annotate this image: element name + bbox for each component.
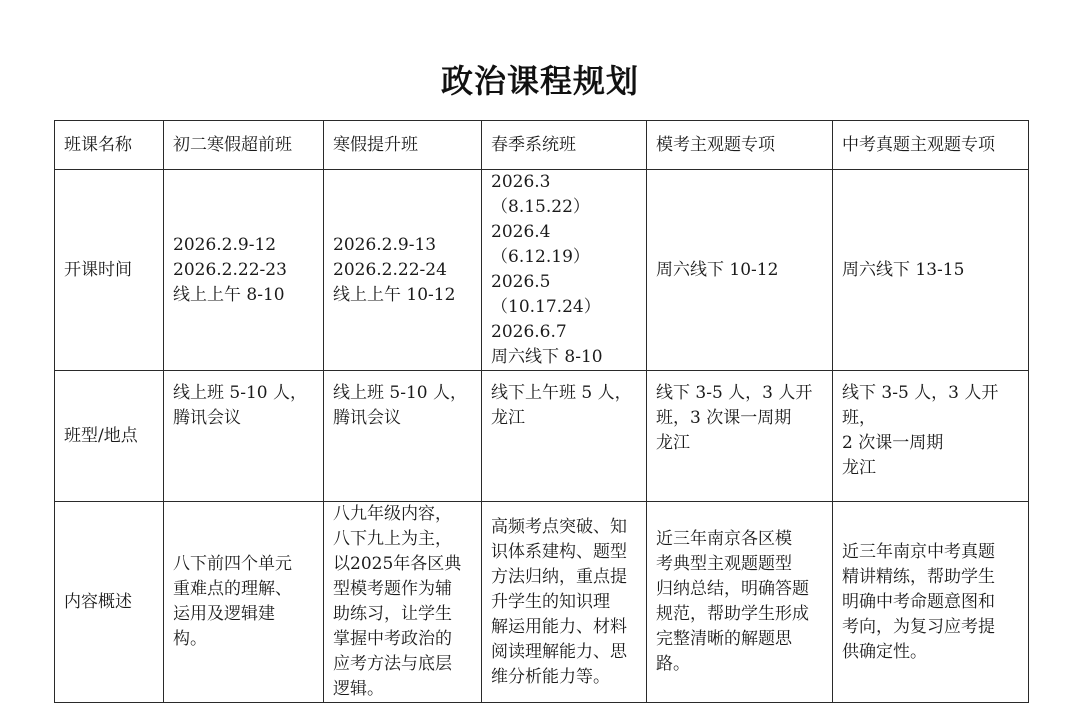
class-type-cell: 线上班 5-10 人， 腾讯会议 [164,371,324,502]
schedule-cell: 2026.2.9-13 2026.2.22-24 线上上午 10-12 [324,170,482,371]
content-cell: 八九年级内容， 八下九上为主， 以2025年各区典 型模考题作为辅 助练习，让学生 掌握中考政治的 应考方法与底层 逻辑。 [324,502,482,703]
table-row [55,371,1029,502]
class-type-cell: 线下 3-5 人，3 人开 班，3 次课一周期 龙江 [647,371,833,502]
class-type-cell: 线下 3-5 人，3 人开班， 2 次课一周期 龙江 [833,371,1029,502]
row-label-content: 内容概述 [55,502,164,703]
table-row [55,502,1029,703]
row-label-schedule: 开课时间 [55,170,164,371]
schedule-cell: 周六线下 13-15 [833,170,1029,371]
course-name-cell: 寒假提升班 [324,121,482,170]
page-title: 政治课程规划 [440,62,639,100]
class-type-cell: 线下上午班 5 人， 龙江 [482,371,647,502]
content-cell: 近三年南京中考真题 精讲精练，帮助学生 明确中考命题意图和 考向，为复习应考提 供确定性。 [833,502,1029,703]
course-name-cell: 中考真题主观题专项 [833,121,1029,170]
table-row [55,121,1029,170]
content-cell: 近三年南京各区模 考典型主观题题型 归纳总结，明确答题 规范，帮助学生形成 完整清晰的解题思 路。 [647,502,833,703]
course-name-cell: 模考主观题专项 [647,121,833,170]
schedule-cell: 2026.2.9-12 2026.2.22-23 线上上午 8-10 [164,170,324,371]
course-name-cell: 初二寒假超前班 [164,121,324,170]
class-type-cell: 线上班 5-10 人， 腾讯会议 [324,371,482,502]
content-cell: 八下前四个单元 重难点的理解、 运用及逻辑建 构。 [164,502,324,703]
content-cell: 高频考点突破、知 识体系建构、题型 方法归纳，重点提 升学生的知识理 解运用能力、材料 阅读理解能力、思 维分析能力等。 [482,502,647,703]
schedule-cell: 2026.3（8.15.22） 2026.4（6.12.19） 2026.5（10.17.24） 2026.6.7 周六线下 8-10 [482,170,647,371]
course-plan-table [54,120,1029,703]
header-label-cell: 班课名称 [55,121,164,170]
schedule-cell: 周六线下 10-12 [647,170,833,371]
course-name-cell: 春季系统班 [482,121,647,170]
row-label-class-type: 班型/地点 [55,371,164,502]
table-row [55,170,1029,371]
